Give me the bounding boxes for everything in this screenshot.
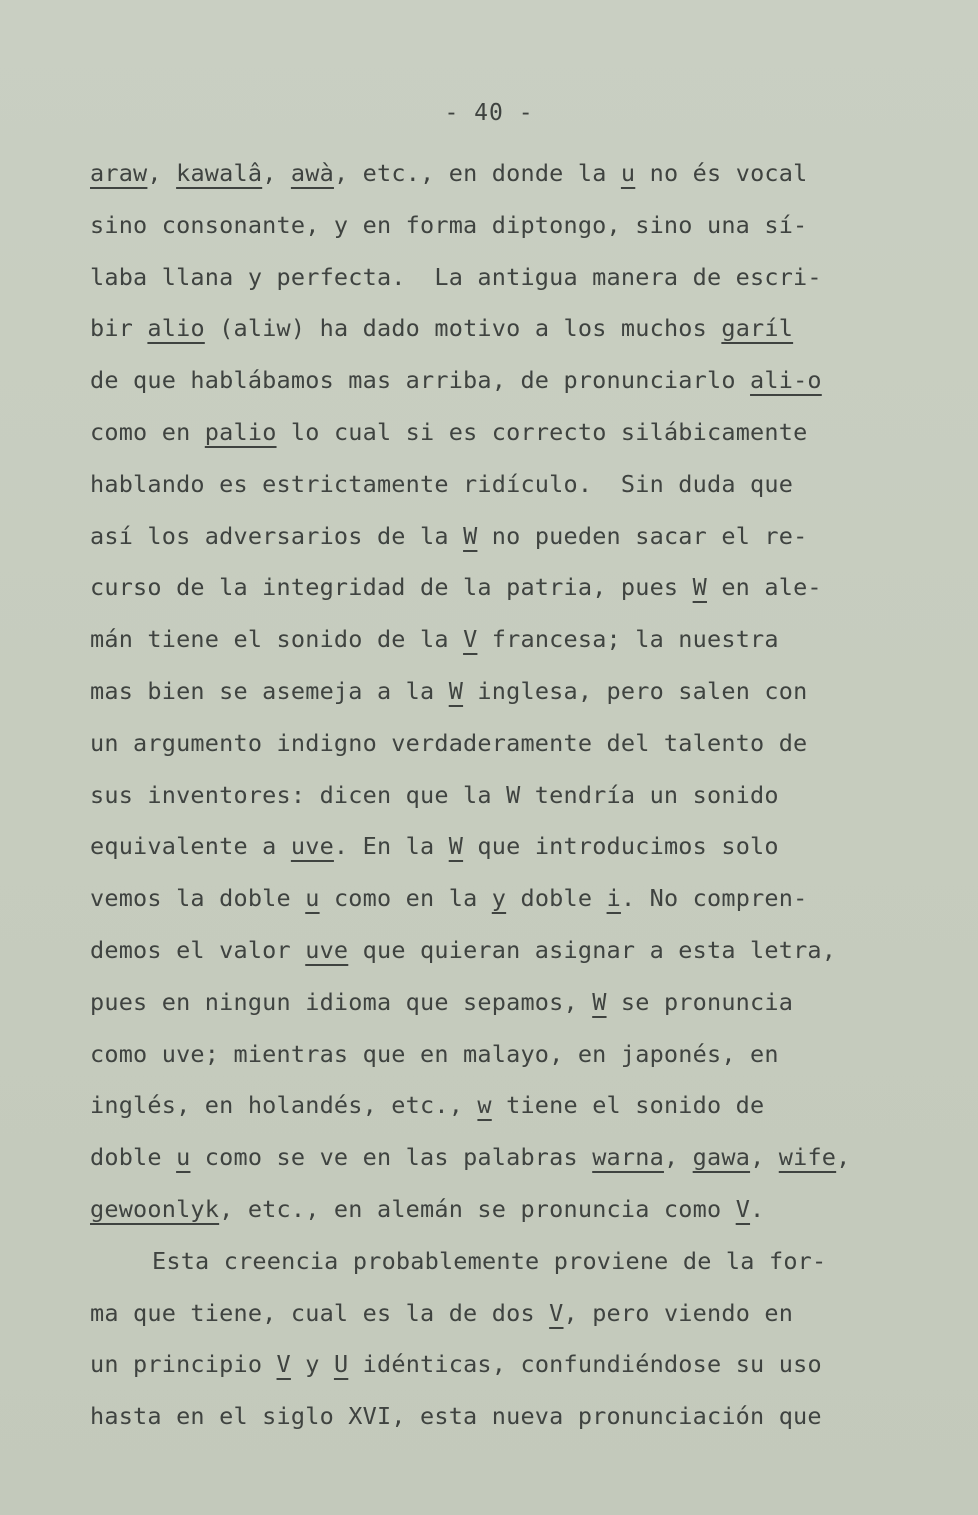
- text-line: [90, 1191, 920, 1243]
- text-segment: doble: [506, 884, 607, 913]
- text-line: [90, 1087, 920, 1139]
- text-segment: demos el valor: [90, 935, 306, 964]
- text-segment: así los adversarios de la: [90, 521, 464, 550]
- text-line: [90, 621, 920, 673]
- text-segment: tiene el sonido de: [491, 1091, 765, 1120]
- text-segment: lo cual si es correcto silábicamente: [276, 417, 808, 446]
- text-segment: mán tiene el sonido de la: [90, 625, 464, 654]
- underlined-word: warna: [592, 1143, 664, 1172]
- text-line: [90, 518, 920, 570]
- text-segment: hasta en el siglo XVI, esta nueva pronunciación que: [90, 1402, 822, 1431]
- text-segment: mas bien se asemeja a la: [90, 676, 449, 705]
- text-line: [90, 725, 920, 777]
- text-line: [90, 155, 920, 207]
- underlined-word: uve: [305, 935, 349, 964]
- text-segment: , pero viendo en: [563, 1298, 794, 1327]
- text-segment: . En la: [333, 832, 449, 861]
- text-line: [90, 1139, 920, 1191]
- text-segment: de que hablábamos mas arriba, de pronunciarlo: [90, 366, 751, 395]
- text-line: [90, 1346, 920, 1398]
- text-segment: . No compren-: [620, 884, 808, 913]
- text-line: [90, 310, 920, 362]
- text-line: [90, 207, 920, 259]
- text-segment: equivalente a: [90, 832, 291, 861]
- text-line: [90, 932, 920, 984]
- underlined-word: uve: [290, 832, 334, 861]
- text-segment: vemos la doble: [90, 884, 306, 913]
- paragraph-first-line: [90, 1243, 920, 1295]
- text-segment: ma que tiene, cual es la de dos: [90, 1298, 550, 1327]
- text-segment: inglesa, pero salen con: [463, 676, 808, 705]
- text-segment: doble: [90, 1143, 177, 1172]
- underlined-word: garíl: [721, 314, 794, 343]
- text-segment: hablando es estrictamente ridículo. Sin duda que: [90, 469, 794, 498]
- text-segment: sus inventores: dicen que la W tendría un sonido: [90, 780, 779, 809]
- text-line: [90, 1295, 920, 1347]
- underlined-word: W: [448, 832, 464, 861]
- text-line: [90, 569, 920, 621]
- underlined-word: kawalâ: [176, 159, 263, 187]
- text-segment: un principio: [90, 1350, 277, 1379]
- text-segment: que quieran asignar a esta letra,: [348, 935, 837, 964]
- text-segment: bir: [90, 314, 148, 343]
- underlined-word: w: [477, 1091, 492, 1120]
- text-segment: como en la: [319, 884, 492, 913]
- underlined-word: V: [549, 1298, 564, 1327]
- underlined-word: u: [305, 884, 320, 913]
- text-line: [90, 828, 920, 880]
- text-line: [90, 1398, 920, 1450]
- underlined-word: W: [592, 987, 607, 1016]
- text-line: [90, 414, 920, 466]
- text-segment: un argumento indigno verdaderamente del talento de: [90, 728, 808, 757]
- underlined-word: W: [448, 676, 464, 705]
- text-segment: inglés, en holandés, etc.,: [90, 1091, 478, 1120]
- text-segment: en ale-: [706, 573, 822, 602]
- underlined-word: W: [692, 573, 707, 602]
- text-line: [90, 259, 920, 311]
- body-text: [90, 155, 920, 1450]
- underlined-word: V: [463, 625, 478, 654]
- underlined-word: gawa: [692, 1143, 751, 1172]
- underlined-word: u: [620, 159, 636, 187]
- text-segment: no és vocal: [635, 159, 808, 187]
- underlined-word: awà: [290, 159, 334, 187]
- text-segment: laba llana y perfecta. La antigua manera de escri-: [90, 262, 822, 291]
- text-segment: y: [290, 1350, 334, 1379]
- text-line: [90, 880, 920, 932]
- text-segment: , etc., en alemán se pronuncia como: [219, 1194, 736, 1223]
- underlined-word: V: [276, 1350, 291, 1379]
- text-segment: pues en ningun idioma que sepamos,: [90, 987, 593, 1016]
- text-segment: se pronuncia: [606, 987, 794, 1016]
- text-segment: idénticas, confundiéndose su uso: [348, 1350, 822, 1379]
- text-segment: curso de la integridad de la patria, pues: [90, 573, 693, 602]
- text-segment: Esta creencia probablemente proviene de la for-: [152, 1246, 827, 1275]
- text-segment: , etc., en donde la: [333, 159, 621, 187]
- text-segment: francesa; la nuestra: [477, 625, 779, 654]
- underlined-word: gewoonlyk: [90, 1194, 220, 1223]
- text-line: [90, 984, 920, 1036]
- text-segment: como en: [90, 417, 205, 446]
- text-line: [90, 466, 920, 518]
- text-segment: como se ve en las palabras: [190, 1143, 593, 1172]
- page-number: - 40 -: [444, 100, 534, 126]
- underlined-word: araw: [90, 159, 148, 187]
- text-segment: no pueden sacar el re-: [477, 521, 808, 550]
- text-segment: ,: [262, 159, 291, 187]
- text-segment: sino consonante, y en forma diptongo, sino una sí-: [90, 210, 808, 239]
- text-line: [90, 777, 920, 829]
- underlined-word: W: [463, 521, 478, 550]
- text-segment: que introducimos solo: [463, 832, 779, 861]
- underlined-word: alio: [147, 314, 205, 343]
- text-segment: ,: [750, 1143, 779, 1172]
- underlined-word: palio: [204, 417, 277, 446]
- underlined-word: i: [606, 884, 621, 913]
- underlined-word: y: [491, 884, 507, 913]
- underlined-word: U: [333, 1350, 349, 1379]
- underlined-word: V: [735, 1194, 751, 1223]
- text-segment: ,: [147, 159, 177, 187]
- text-line: [90, 362, 920, 414]
- text-segment: ,: [836, 1143, 851, 1172]
- text-line: [90, 1036, 920, 1088]
- text-segment: ,: [663, 1143, 693, 1172]
- text-segment: (aliw) ha dado motivo a los muchos: [204, 314, 722, 343]
- text-segment: como uve; mientras que en malayo, en japonés, en: [90, 1039, 779, 1068]
- text-segment: .: [750, 1194, 765, 1223]
- text-line: [90, 673, 920, 725]
- underlined-word: u: [176, 1143, 191, 1172]
- underlined-word: ali-o: [750, 366, 822, 395]
- underlined-word: wife: [778, 1143, 837, 1172]
